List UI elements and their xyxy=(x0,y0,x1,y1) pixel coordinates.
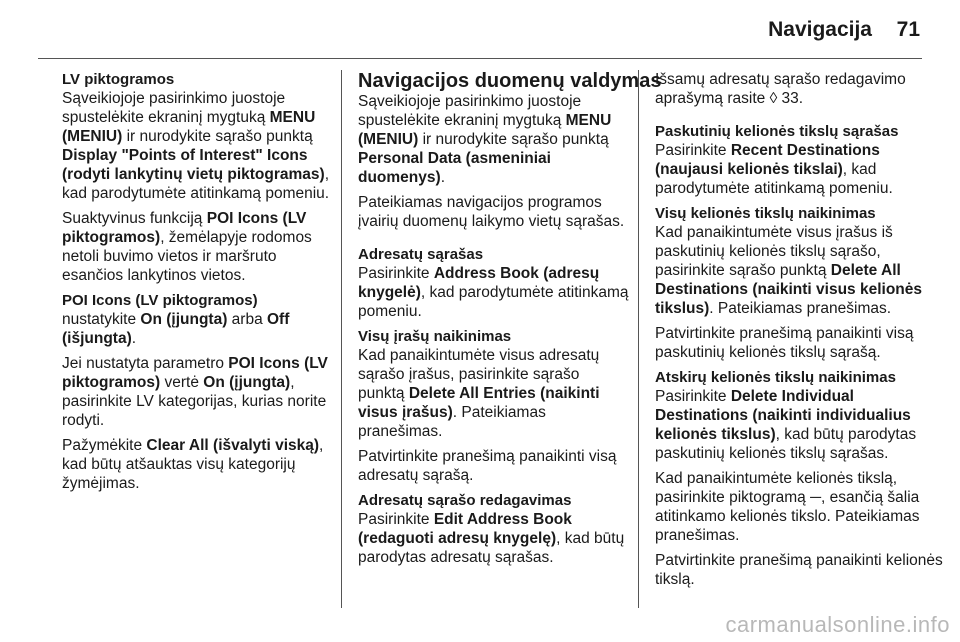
column-divider xyxy=(638,70,639,608)
paragraph xyxy=(655,141,947,198)
menu-term: MENU (MENIU) xyxy=(62,109,316,145)
paragraph: Patvirtinkite pranešimą panaikinti visą paskutinių kelionės tikslų sąrašą. xyxy=(655,325,914,361)
text: Kad panaikintumėte visus įrašus iš paskutinių kelionės tikslų sąrašo, pasirinkite sąrašo punktą xyxy=(655,224,893,279)
text: Pasirinkite xyxy=(358,265,434,282)
paragraph xyxy=(62,436,337,493)
text: Pažymėkite xyxy=(62,437,147,454)
page-title: Navigacija xyxy=(768,18,872,41)
paragraph xyxy=(62,209,337,285)
paragraph xyxy=(358,92,630,187)
paragraph xyxy=(358,510,630,567)
paragraph: Patvirtinkite pranešimą panaikinti kelionės tikslą. xyxy=(655,552,943,588)
paragraph xyxy=(358,346,630,441)
heading-delete-single-destination: Atskirų kelionės tikslų naikinimas xyxy=(655,369,896,386)
text: Kad panaikintumėte visus adresatų sąrašo įrašus, pasirinkite sąrašo punktą xyxy=(358,347,600,402)
text: , kad būtų parodytas paskutinių kelionės tikslų sąrašas. xyxy=(655,426,917,462)
menu-term: Recent Destinations (naujausi kelionės tikslai) xyxy=(655,142,880,178)
paragraph xyxy=(62,310,337,348)
text: ir nurodykite sąrašo punktą xyxy=(418,131,609,148)
paragraph xyxy=(62,89,337,203)
text: arba xyxy=(227,311,267,328)
menu-term: Delete Individual Destinations (naikinti individualius kelionės tikslus) xyxy=(655,388,911,443)
heading-lv-icons: LV piktogramos xyxy=(62,71,175,88)
menu-term: POI Icons (LV piktogramos) xyxy=(62,355,328,391)
page-number: 71 xyxy=(896,18,920,41)
heading-delete-all: Visų įrašų naikinimas xyxy=(358,328,512,345)
text: Pasirinkite xyxy=(655,388,731,405)
text: vertė xyxy=(160,374,204,391)
column-2 xyxy=(358,70,662,573)
menu-term: MENU (MENIU) xyxy=(358,112,612,148)
text: Jei nustatyta parametro xyxy=(62,355,229,372)
text: , kad būtų atšauktas visų kategorijų žymėjimas. xyxy=(62,437,324,492)
menu-term: Delete All Entries (naikinti visus įrašus) xyxy=(358,385,600,421)
heading-delete-all-destinations: Visų kelionės tikslų naikinimas xyxy=(655,205,876,222)
heading-recent-destinations: Paskutinių kelionės tikslų sąrašas xyxy=(655,123,899,140)
text: . Pateikiamas pranešimas. xyxy=(358,404,546,440)
text: , pasirinkite LV kategorijas, kurias norite rodyti. xyxy=(62,374,327,429)
menu-term: On (įjungta) xyxy=(140,311,228,328)
text: Sąveikiojoje pasirinkimo juostoje spustelėkite ekraninį mygtuką xyxy=(358,93,582,129)
text: , žemėlapyje rodomos netoli buvimo vietos ir maršruto esančios lankytinos vietos. xyxy=(62,229,312,284)
text: Pasirinkite xyxy=(358,511,434,528)
text: , kad parodytumėte atitinkamą pomeniu. xyxy=(655,161,893,197)
paragraph: Kad panaikintumėte kelionės tikslą, pasirinkite piktogramą ─, esančią šalia atitinkamo kelionės tikslo. Pateikiamas pranešimas. xyxy=(655,470,920,544)
menu-term: Off (išjungta) xyxy=(62,311,290,347)
menu-term: Personal Data (asmeniniai duomenys) xyxy=(358,150,551,186)
menu-term: On (įjungta) xyxy=(203,374,291,391)
paragraph xyxy=(655,387,947,463)
heading-poi-icons: POI Icons (LV piktogramos) xyxy=(62,292,258,309)
column-3 xyxy=(655,70,947,595)
section-heading: Navigacijos duomenų valdymas xyxy=(358,70,662,92)
text: ir nurodykite sąrašo punktą xyxy=(122,128,313,145)
column-1 xyxy=(62,70,337,499)
menu-term: Clear All (išvalyti viską) xyxy=(146,437,320,454)
header-rule xyxy=(38,58,922,59)
menu-term: Edit Address Book (redaguoti adresų knygelę) xyxy=(358,511,572,547)
heading-edit-address: Adresatų sąrašo redagavimas xyxy=(358,492,572,509)
text: Sąveikiojoje pasirinkimo juostoje spustelėkite ekraninį mygtuką xyxy=(62,90,286,126)
text: , kad parodytumėte atitinkamą pomeniu. xyxy=(62,166,330,202)
paragraph xyxy=(62,354,337,430)
menu-term: Delete All Destinations (naikinti visus kelionės tikslus) xyxy=(655,262,923,317)
heading-address-list: Adresatų sąrašas xyxy=(358,246,484,263)
text: . xyxy=(131,330,137,347)
menu-term: Address Book (adresų knygelė) xyxy=(358,265,600,301)
text: , kad būtų parodytas adresatų sąrašas. xyxy=(358,530,625,566)
paragraph xyxy=(358,264,630,321)
paragraph: Pateikiamas navigacijos programos įvairių duomenų laikymo vietų sąrašas. xyxy=(358,194,625,230)
text: nustatykite xyxy=(62,311,141,328)
text: . xyxy=(440,169,445,186)
text: , kad parodytumėte atitinkamą pomeniu. xyxy=(358,284,629,320)
text: Suaktyvinus funkciją xyxy=(62,210,207,227)
watermark: carmanualsonline.info xyxy=(725,612,950,637)
menu-term: POI Icons (LV piktogramos) xyxy=(62,210,307,246)
column-divider xyxy=(341,70,342,608)
text: Pasirinkite xyxy=(655,142,731,159)
paragraph: Patvirtinkite pranešimą panaikinti visą adresatų sąrašą. xyxy=(358,448,617,484)
paragraph xyxy=(655,223,947,318)
paragraph: Išsamų adresatų sąrašo redagavimo aprašymą rasite ◊ 33. xyxy=(655,71,906,107)
text: . Pateikiamas pranešimas. xyxy=(709,300,892,317)
menu-term: Display "Points of Interest" Icons (rodyti lankytinų vietų piktogramas) xyxy=(62,147,325,183)
